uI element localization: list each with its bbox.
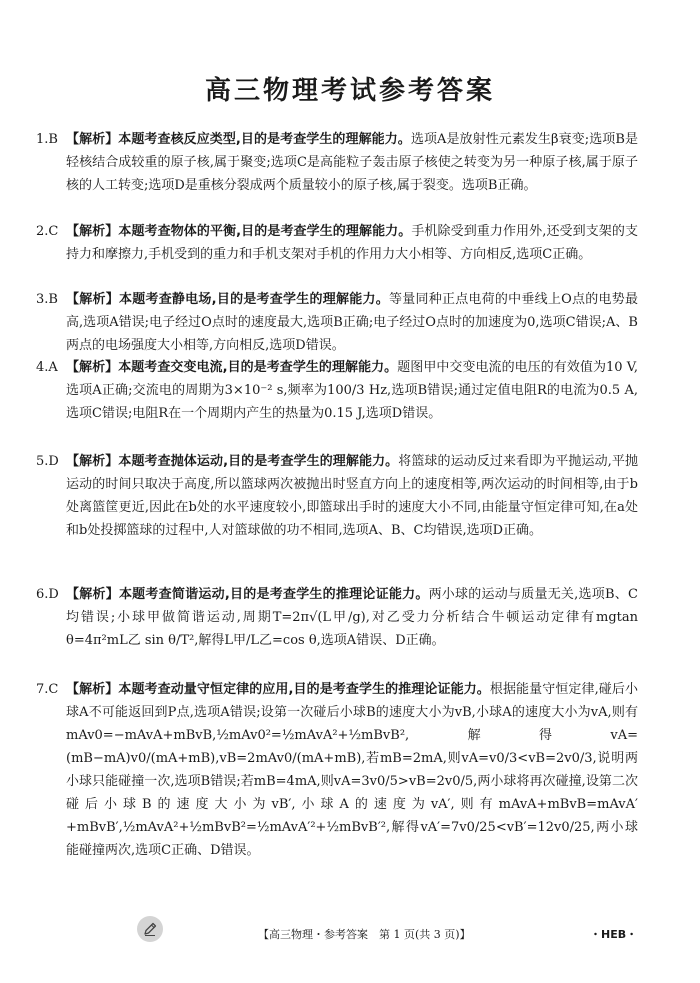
- answer-item-2: [36, 220, 638, 266]
- answer-body: 将篮球的运动反过来看即为平抛运动,平抛运动的时间只取决于高度,所以篮球两次被抛出时竖直方向上的速度相等,两次运动的时间相等,由于b处离篮筐更近,因此在b处的水平速度较小,即篮球出手时的速度大小不同,由能量守恒定律可知,在a处和b处投掷篮球的过程中,人对篮球做的功不相同,选项A、B、C均错误,选项D正确。: [66, 454, 638, 538]
- answer-item-5: [36, 450, 638, 542]
- answer-heading: 【解析】本题考查静电场,目的是考查学生的理解能力。: [66, 292, 389, 307]
- answer-number: 7.C: [36, 682, 59, 697]
- answer-number: 1.B: [36, 132, 58, 147]
- page-title: 高三物理考试参考答案: [204, 76, 495, 106]
- answer-item-7: [36, 678, 638, 862]
- answer-number: 5.D: [36, 454, 59, 469]
- answer-number: 2.C: [36, 224, 59, 239]
- answer-heading: 【解析】本题考查核反应类型,目的是考查学生的理解能力。: [66, 132, 411, 147]
- answer-heading: 【解析】本题考查交变电流,目的是考查学生的理解能力。: [66, 360, 398, 375]
- answer-body: 手机除受到重力作用外,还受到支架的支持力和摩擦力,手机受到的重力和手机支架对手机的作用力大小相等、方向相反,选项C正确。: [66, 224, 638, 262]
- answer-body: 两小球的运动与质量无关,选项B、C均错误;小球甲做简谐运动,周期T=2π√(L甲/g),对乙受力分析结合牛顿运动定律有mgtan θ=4π²mL乙 sin θ/T²,解得L甲/L乙=cos θ,选项A错误、D正确。: [66, 587, 638, 648]
- page-footer: [0, 920, 700, 950]
- answer-body: 等量同种正点电荷的中垂线上O点的电势最高,选项A错误;电子经过O点时的速度最大,选项B正确;电子经过O点时的加速度为0,选项C错误;A、B两点的电场强度大小相等,方向相反,选项D错误。: [66, 292, 638, 353]
- answer-item-6: [36, 583, 638, 652]
- answer-number: 4.A: [36, 360, 58, 375]
- answer-body: 根据能量守恒定律,碰后小球A不可能返回到P点,选项A错误;设第一次碰后小球B的速度大小为vB,小球A的速度大小为vA,则有mAv0=−mAvA+mBvB,½mAv0²=½mAvA²+½mBvB²,解得vA=(mB−mA)v0/(mA+mB),vB=2mAv0/(mA+mB),若mB=2mA,则vA=v0/3<vB=2v0/3,说明两小球只能碰撞一次,选项B错误;若mB=4mA,则vA=3v0/5>vB=2v0/5,两小球将再次碰撞,设第二次碰后小球B的速度大小为vB′,小球A的速度为vA′,则有mAvA+mBvB=mAvA′+mBvB′,½mAvA²+½mBvB²=½mAvA′²+½mBvB′²,解得vA′=7v0/25<vB′=12v0/25,两小球能碰撞两次,选项C正确、D错误。: [66, 682, 638, 858]
- answer-heading: 【解析】本题考查简谐运动,目的是考查学生的推理论证能力。: [66, 587, 429, 602]
- answer-number: 3.B: [36, 292, 58, 307]
- answer-heading: 【解析】本题考查抛体运动,目的是考查学生的理解能力。: [66, 454, 399, 469]
- answer-body: 题图甲中交变电流的电压的有效值为10 V,选项A正确;交流电的周期为3×10⁻² s,频率为100/3 Hz,选项B错误;通过定值电阻R的电流为0.5 A,选项C错误;电阻R在一个周期内产生的热量为0.15 J,选项D错误。: [66, 360, 638, 421]
- footer-text: 【高三物理・参考答案 第 1 页(共 3 页)】: [258, 928, 471, 941]
- answer-item-1: [36, 128, 638, 197]
- answer-body: 选项A是放射性元素发生β衰变;选项B是轻核结合成较重的原子核,属于聚变;选项C是高能粒子轰击原子核使之转变为另一种原子核,属于原子核的人工转变;选项D是重核分裂成两个质量较小的原子核,属于裂变。选项B正确。: [66, 132, 638, 193]
- answer-item-3: [36, 288, 638, 357]
- answer-number: 6.D: [36, 587, 59, 602]
- answer-heading: 【解析】本题考查动量守恒定律的应用,目的是考查学生的推理论证能力。: [66, 682, 490, 697]
- footer-code: ・HEB・: [590, 928, 638, 941]
- answer-item-4: [36, 356, 638, 425]
- answer-heading: 【解析】本题考查物体的平衡,目的是考查学生的理解能力。: [66, 224, 412, 239]
